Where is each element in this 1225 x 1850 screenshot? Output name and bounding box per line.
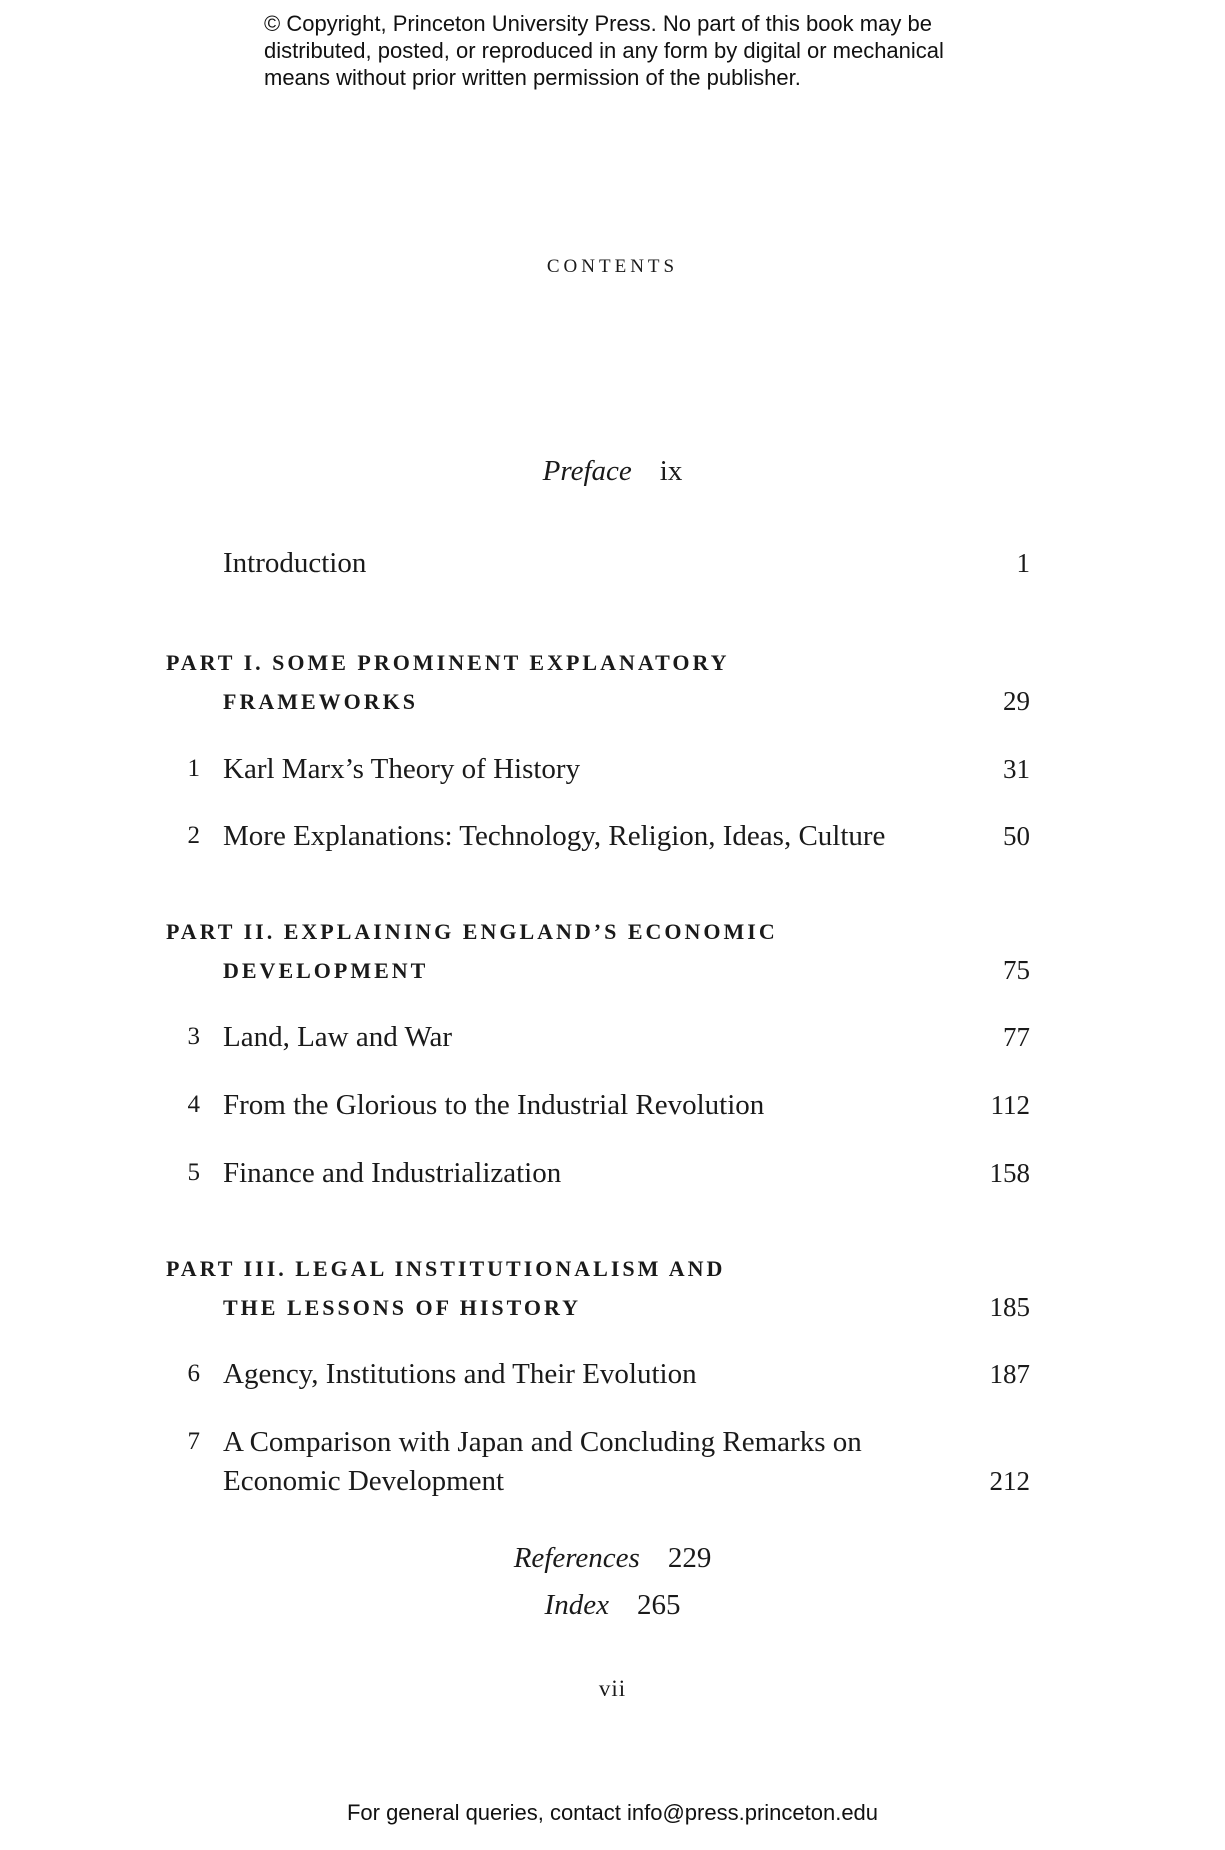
- chapter-title: Land, Law and War: [223, 1021, 453, 1053]
- part-heading-continued: THE LESSONS OF HISTORY: [223, 1295, 582, 1320]
- chapter-number: 5: [187, 1159, 200, 1186]
- toc-entry-page: 50: [1003, 821, 1030, 851]
- toc-entry-page: 158: [989, 1158, 1030, 1188]
- toc-entry-label: Preface: [542, 455, 632, 487]
- copyright-notice: [264, 10, 984, 91]
- chapter-title: From the Glorious to the Industrial Revolution: [223, 1089, 765, 1121]
- toc-entry-page: 112: [990, 1090, 1030, 1120]
- chapter-title: Karl Marx’s Theory of History: [223, 753, 581, 785]
- chapter-title: Agency, Institutions and Their Evolution: [223, 1358, 697, 1390]
- toc-entry-index: [0, 1589, 1225, 1622]
- copyright-line: © Copyright, Princeton University Press. No part of this book may be: [264, 11, 932, 36]
- toc-entry-page: 29: [1003, 686, 1030, 716]
- chapter-number: 2: [187, 822, 200, 849]
- part-heading-continued: FRAMEWORKS: [223, 689, 418, 714]
- toc-entry-label: References: [513, 1542, 640, 1574]
- toc-entry-page: 1: [1016, 548, 1030, 578]
- chapter-number: 3: [187, 1023, 200, 1050]
- copyright-line: distributed, posted, or reproduced in any form by digital or mechanical: [264, 38, 944, 63]
- toc-entry-page: 75: [1003, 955, 1030, 985]
- toc-entry-preface: [0, 455, 1225, 488]
- chapter-title: A Comparison with Japan and Concluding Remarks on: [223, 1426, 862, 1458]
- part-heading: PART I. SOME PROMINENT EXPLANATORY: [166, 650, 730, 675]
- chapter-title: More Explanations: Technology, Religion, Ideas, Culture: [223, 820, 886, 852]
- toc-entry-page: 31: [1003, 754, 1030, 784]
- chapter-number: 4: [187, 1091, 200, 1118]
- toc-entry-page: 229: [667, 1542, 712, 1574]
- part-heading-continued: DEVELOPMENT: [223, 958, 429, 983]
- toc-entry-label: Introduction: [223, 547, 367, 579]
- toc-entry-page: 212: [989, 1466, 1030, 1496]
- page-number: vii: [598, 1676, 627, 1701]
- part-heading: PART II. EXPLAINING ENGLAND’S ECONOMIC: [166, 919, 778, 944]
- chapter-title-continued: Economic Development: [223, 1465, 505, 1497]
- toc-entry-label: Index: [544, 1589, 609, 1621]
- toc-entry-page: 77: [1003, 1022, 1030, 1052]
- chapter-title: Finance and Industrialization: [223, 1157, 562, 1189]
- toc-entry-page: 187: [989, 1359, 1030, 1389]
- toc-entry-page: ix: [659, 455, 683, 487]
- part-heading: PART III. LEGAL INSTITUTIONALISM AND: [166, 1256, 726, 1281]
- page-title: contents: [546, 248, 679, 278]
- toc-entry-page: 265: [636, 1589, 681, 1621]
- toc-entry-page: 185: [989, 1292, 1030, 1322]
- copyright-line: means without prior written permission of the publisher.: [264, 65, 801, 90]
- chapter-number: 6: [187, 1360, 200, 1387]
- contact-footer: For general queries, contact info@press.princeton.edu: [346, 1800, 879, 1825]
- toc-entry-references: [0, 1542, 1225, 1575]
- chapter-number: 1: [187, 755, 200, 782]
- chapter-number: 7: [187, 1428, 200, 1455]
